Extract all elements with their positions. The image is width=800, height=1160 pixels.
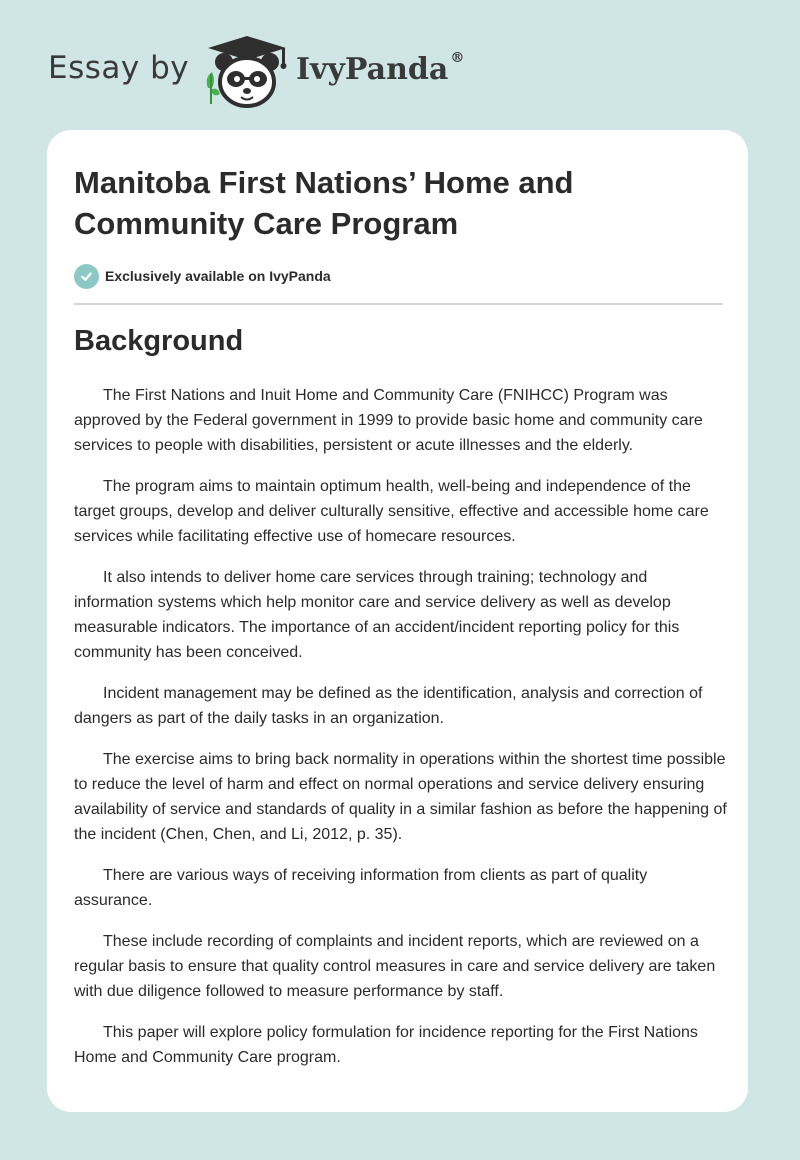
divider — [74, 303, 723, 305]
essay-card — [47, 130, 748, 1112]
brand-text: IvyPanda — [296, 52, 449, 87]
paragraph: It also intends to deliver home care services through training; technology and information systems which help monitor care and service delivery as well as develop measurable indicators. The importance of an accident/incident reporting policy for this community has been conceived. — [74, 569, 680, 661]
essay-body — [74, 383, 728, 1086]
paragraph: This paper will explore policy formulation for incidence reporting for the First Nations Home and Community Care program. — [74, 1024, 698, 1066]
site-header — [48, 30, 508, 110]
exclusive-badge — [74, 263, 331, 289]
paragraph: The First Nations and Inuit Home and Community Care (FNIHCC) Program was approved by the Federal government in 1999 to provide basic home and community care services to people with disabilities, persistent or acute illnesses and the elderly. — [74, 387, 703, 454]
paragraph: The exercise aims to bring back normality in operations within the shortest time possible to reduce the level of harm and effect on normal operations and service delivery ensuring availability of service and standards of quality in a similar fashion as before the happening of the incident (Chen, Chen, and Li, 2012, p. 35). — [74, 751, 727, 843]
exclusive-badge-label: Exclusively available on IvyPanda — [105, 268, 331, 284]
essay-by-label: Essay by — [48, 50, 190, 86]
registered-mark: ® — [450, 50, 465, 66]
brand-name[interactable] — [296, 52, 464, 87]
paragraph: These include recording of complaints and incident reports, which are reviewed on a regular basis to ensure that quality control measures in care and service delivery are taken with due diligence followed to measure performance by staff. — [74, 933, 716, 1000]
page-title: Manitoba First Nations’ Home and Community Care Program — [74, 165, 574, 241]
panda-logo-icon[interactable] — [202, 34, 292, 110]
paragraph: The program aims to maintain optimum health, well-being and independence of the target groups, develop and deliver culturally sensitive, effective and accessible home care services while facilitating effective use of homecare resources. — [74, 478, 709, 545]
check-icon — [74, 264, 99, 289]
paragraph: There are various ways of receiving information from clients as part of quality assurance. — [74, 867, 648, 909]
paragraph: Incident management may be defined as the identification, analysis and correction of dangers as part of the daily tasks in an organization. — [74, 685, 703, 727]
section-heading-background: Background — [74, 325, 244, 357]
